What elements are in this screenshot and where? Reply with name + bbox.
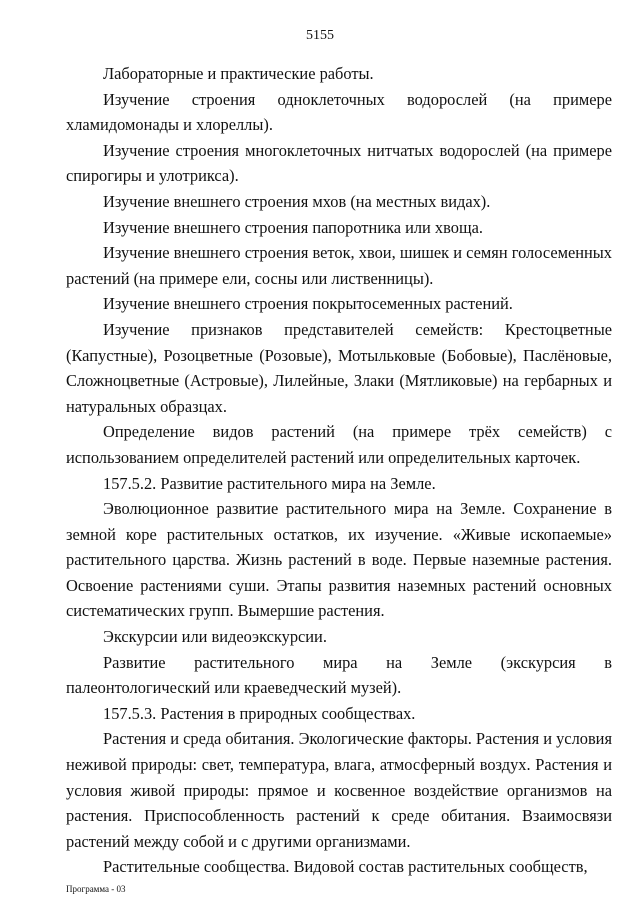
paragraph-habitat: Растения и среда обитания. Экологические факторы. Растения и условия неживой природы: свет, температура, влага, атмосферный воздух. Растения и условия живой природы: прямое и косвенное воздействие организмов на растения. Приспособленность растений к среде обитания. Взаимосвязи растений между собой и с другими организмами. xyxy=(66,729,612,851)
paragraph-ferns: Изучение внешнего строения папоротника или хвоща. xyxy=(103,217,483,237)
document-body xyxy=(66,61,612,880)
paragraph-plant-communities: Растительные сообщества. Видовой состав растительных сообществ, xyxy=(103,857,588,877)
paragraph-species-identification: Определение видов растений (на примере трёх семейств) с использованием определителей растений или определительных карточек. xyxy=(66,422,612,467)
paragraph-excursions-heading: Экскурсии или видеоэкскурсии. xyxy=(103,627,327,647)
paragraph-evolution: Эволюционное развитие растительного мира на Земле. Сохранение в земной коре растительных остатков, их изучение. «Живые ископаемые» растительного царства. Жизнь растений в воде. Первые наземные растения. Освоение растениями суши. Этапы развития наземных растений основных систематических групп. Вымершие растения. xyxy=(66,499,612,621)
paragraph-gymnosperms: Изучение внешнего строения веток, хвои, шишек и семян голосеменных растений (на примере ели, сосны или лиственницы). xyxy=(66,243,612,288)
section-heading-157-5-2: 157.5.2. Развитие растительного мира на Земле. xyxy=(103,473,436,493)
paragraph-multicellular-algae: Изучение строения многоклеточных нитчатых водорослей (на примере спирогиры и улотрикса). xyxy=(66,140,612,186)
page-number: 5155 xyxy=(306,28,334,43)
paragraph-museum-excursion: Развитие растительного мира на Земле (экскурсия в палеонтологический или краеведческий музей). xyxy=(66,652,612,698)
paragraph-angiosperms: Изучение внешнего строения покрытосеменных растений. xyxy=(103,294,513,314)
footer-program-label: Программа - 03 xyxy=(66,884,126,894)
paragraph-plant-families: Изучение признаков представителей семейств: Крестоцветные (Капустные), Розоцветные (Розовые), Мотыльковые (Бобовые), Паслёновые, Сложноцветные (Астровые), Лилейные, Злаки (Мятликовые) на гербарных и натуральных образцах. xyxy=(66,319,612,416)
paragraph-unicellular-algae: Изучение строения одноклеточных водорослей (на примере хламидомонады и хлореллы). xyxy=(66,89,612,135)
paragraph-lab-works-heading: Лабораторные и практические работы. xyxy=(103,64,374,83)
paragraph-mosses: Изучение внешнего строения мхов (на местных видах). xyxy=(103,191,491,211)
section-heading-157-5-3: 157.5.3. Растения в природных сообществах. xyxy=(103,703,416,723)
